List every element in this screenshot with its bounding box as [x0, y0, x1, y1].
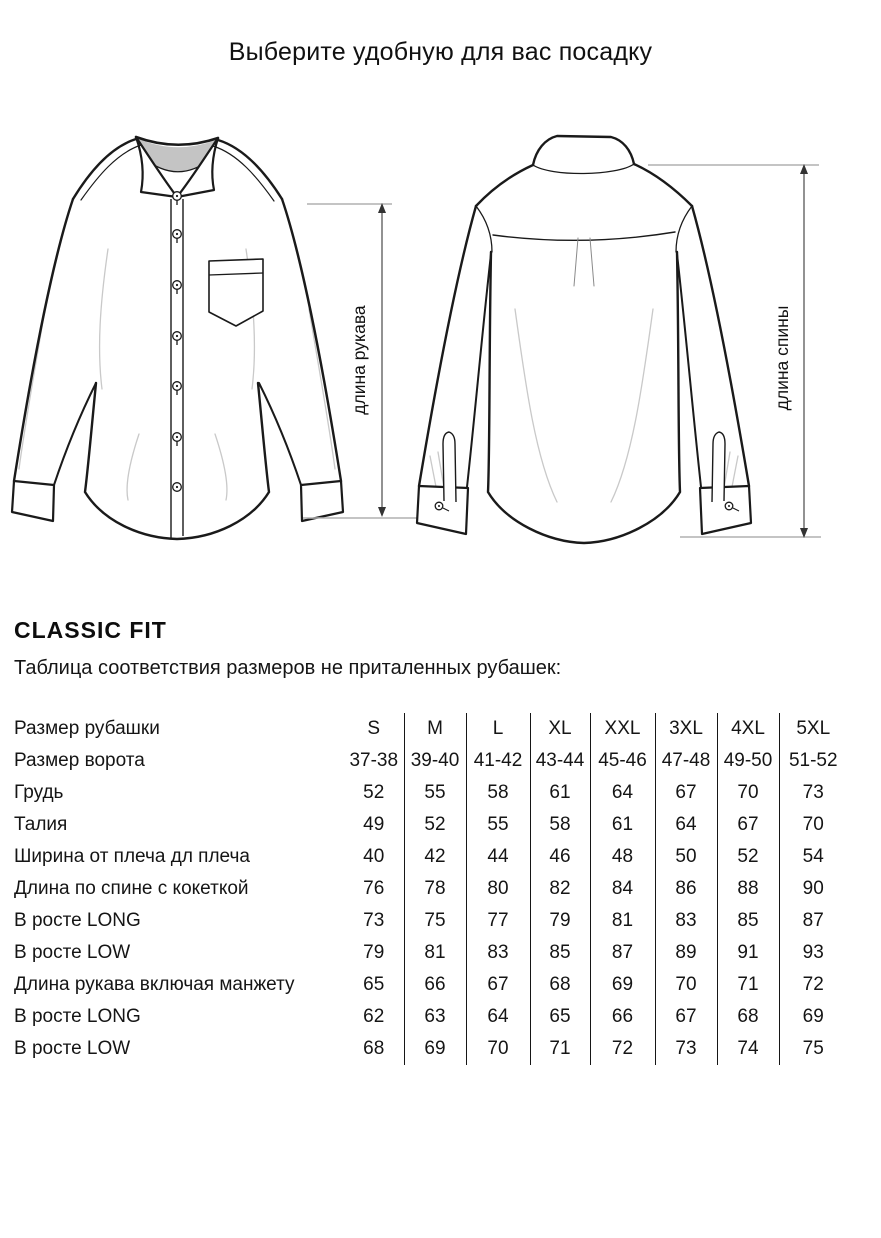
- table-row: [14, 713, 847, 745]
- table-row: [14, 1033, 847, 1065]
- row-label: Длина по спине с кокеткой: [14, 878, 249, 899]
- back-collar: [533, 136, 634, 174]
- shirt-front-drawing: [5, 134, 440, 564]
- table-row: [14, 809, 847, 841]
- table-row: [14, 745, 847, 777]
- button-icon: [173, 192, 182, 205]
- row-value: 65: [363, 974, 385, 995]
- row-value: 43-44: [530, 745, 590, 777]
- row-value: 41-42: [466, 745, 530, 777]
- row-value: 49-50: [717, 745, 779, 777]
- row-label: Длина рукава включая манжету: [14, 974, 295, 995]
- row-value: 67: [655, 777, 717, 809]
- shirt-figures: [0, 134, 881, 564]
- table-row: [14, 777, 847, 809]
- row-label: Ширина от плеча дл плеча: [14, 846, 250, 867]
- row-label: В росте LONG: [14, 1006, 141, 1027]
- row-value: 62: [363, 1006, 385, 1027]
- row-value: 42: [404, 841, 466, 873]
- row-value: 69: [779, 1001, 847, 1033]
- row-label: В росте LOW: [14, 942, 131, 963]
- button-icon: [173, 483, 182, 492]
- row-label: Размер ворота: [14, 750, 145, 771]
- back-length-label: длина спины: [772, 305, 792, 411]
- row-value: 64: [655, 809, 717, 841]
- row-value: 39-40: [404, 745, 466, 777]
- row-value: 61: [590, 809, 655, 841]
- size-table: [14, 713, 847, 1065]
- back-cuffs: [417, 486, 751, 534]
- row-value: 85: [717, 905, 779, 937]
- row-value: 89: [655, 937, 717, 969]
- row-value: M: [404, 713, 466, 745]
- row-label: Размер рубашки: [14, 718, 160, 739]
- row-value: 68: [363, 1038, 385, 1059]
- row-value: 82: [530, 873, 590, 905]
- row-value: 90: [779, 873, 847, 905]
- row-value: 93: [779, 937, 847, 969]
- size-guide-page: [0, 38, 881, 1238]
- row-value: 74: [717, 1033, 779, 1065]
- row-value: 52: [717, 841, 779, 873]
- back-shoulders: [476, 164, 692, 206]
- row-value: 68: [717, 1001, 779, 1033]
- row-value: 73: [779, 777, 847, 809]
- table-row: [14, 905, 847, 937]
- row-value: 55: [404, 777, 466, 809]
- row-value: 80: [466, 873, 530, 905]
- row-value: 4XL: [717, 713, 779, 745]
- table-row: [14, 969, 847, 1001]
- row-value: 81: [590, 905, 655, 937]
- row-label: Грудь: [14, 782, 64, 803]
- row-value: 65: [530, 1001, 590, 1033]
- row-value: 70: [466, 1033, 530, 1065]
- row-value: 71: [530, 1033, 590, 1065]
- row-value: XL: [530, 713, 590, 745]
- row-value: 73: [655, 1033, 717, 1065]
- row-value: 73: [363, 910, 385, 931]
- row-value: 69: [590, 969, 655, 1001]
- sleeve-length-label: длина рукава: [349, 305, 369, 415]
- row-value: 81: [404, 937, 466, 969]
- row-label: В росте LONG: [14, 910, 141, 931]
- row-value: 66: [590, 1001, 655, 1033]
- yoke-seam: [476, 206, 692, 286]
- row-value: 46: [530, 841, 590, 873]
- back-body-outline: [488, 252, 680, 543]
- row-value: 83: [655, 905, 717, 937]
- button-icon: [173, 281, 182, 294]
- row-value: 51-52: [779, 745, 847, 777]
- size-table-body: [14, 713, 847, 1065]
- row-value: 87: [590, 937, 655, 969]
- row-value: 79: [530, 905, 590, 937]
- row-value: 40: [363, 846, 385, 867]
- page-title: Выберите удобную для вас посадку: [228, 38, 653, 66]
- row-value: 3XL: [655, 713, 717, 745]
- row-value: 61: [530, 777, 590, 809]
- row-value: 85: [530, 937, 590, 969]
- row-value: 72: [590, 1033, 655, 1065]
- button-icon: [173, 382, 182, 395]
- collar: [136, 137, 218, 197]
- back-sleeves: [419, 206, 749, 487]
- row-value: 58: [466, 777, 530, 809]
- row-value: 47-48: [655, 745, 717, 777]
- row-value: 58: [530, 809, 590, 841]
- shirt-body-outline: [85, 383, 269, 539]
- row-value: 86: [655, 873, 717, 905]
- row-value: 48: [590, 841, 655, 873]
- row-value: 71: [717, 969, 779, 1001]
- row-label: В росте LOW: [14, 1038, 131, 1059]
- back-length-dimension: [648, 164, 821, 538]
- row-value: 76: [363, 878, 385, 899]
- classic-fit-heading: CLASSIC FIT: [14, 617, 167, 643]
- button-icon: [173, 332, 182, 345]
- row-value: 75: [404, 905, 466, 937]
- row-value: 88: [717, 873, 779, 905]
- table-row: [14, 1001, 847, 1033]
- row-value: 52: [404, 809, 466, 841]
- row-value: 64: [590, 777, 655, 809]
- shirt-back-drawing: [410, 134, 875, 564]
- row-value: 72: [779, 969, 847, 1001]
- row-value: 83: [466, 937, 530, 969]
- row-value: 45-46: [590, 745, 655, 777]
- row-value: 69: [404, 1033, 466, 1065]
- table-subtitle: Таблица соответствия размеров не приталенных рубашек:: [14, 657, 562, 679]
- row-label: Талия: [14, 814, 68, 835]
- table-row: [14, 937, 847, 969]
- row-value: 84: [590, 873, 655, 905]
- row-value: 63: [404, 1001, 466, 1033]
- row-value: XXL: [590, 713, 655, 745]
- row-value: 67: [466, 969, 530, 1001]
- cuff-buttons: [435, 502, 739, 511]
- table-row: [14, 841, 847, 873]
- row-value: 66: [404, 969, 466, 1001]
- sleeve-plackets: [443, 432, 725, 502]
- row-value: 67: [655, 1001, 717, 1033]
- row-value: 50: [655, 841, 717, 873]
- row-value: 37-38: [349, 750, 399, 771]
- row-value: 5XL: [779, 713, 847, 745]
- arrow-down-icon: [378, 507, 386, 517]
- button-icon: [173, 433, 182, 446]
- row-value: 79: [363, 942, 385, 963]
- chest-pocket: [209, 259, 263, 326]
- table-row: [14, 873, 847, 905]
- row-value: 78: [404, 873, 466, 905]
- row-value: 87: [779, 905, 847, 937]
- row-value: 75: [779, 1033, 847, 1065]
- row-value: 49: [363, 814, 385, 835]
- size-chart-section: [0, 617, 881, 1065]
- row-value: 64: [466, 1001, 530, 1033]
- row-value: 77: [466, 905, 530, 937]
- row-value: 70: [779, 809, 847, 841]
- row-value: 44: [466, 841, 530, 873]
- row-value: L: [466, 713, 530, 745]
- row-value: 55: [466, 809, 530, 841]
- row-value: S: [367, 718, 381, 739]
- row-value: 70: [655, 969, 717, 1001]
- row-value: 52: [363, 782, 385, 803]
- row-value: 68: [530, 969, 590, 1001]
- row-value: 70: [717, 777, 779, 809]
- shirt-buttons: [173, 192, 182, 492]
- row-value: 54: [779, 841, 847, 873]
- button-icon: [173, 230, 182, 243]
- row-value: 67: [717, 809, 779, 841]
- row-value: 91: [717, 937, 779, 969]
